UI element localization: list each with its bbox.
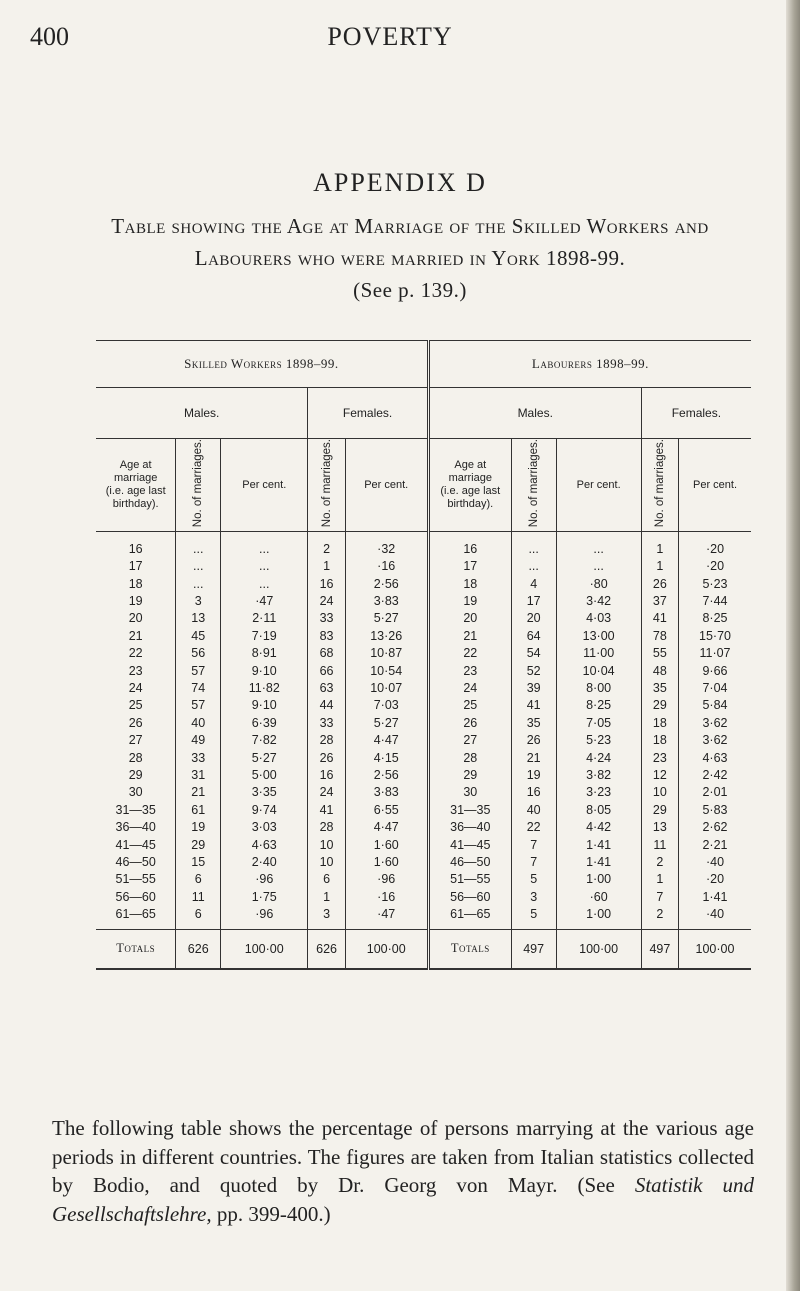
cell: 3 <box>511 888 556 905</box>
cell: ·80 <box>556 575 641 592</box>
cell: 16 <box>308 575 345 592</box>
cell: 56 <box>176 645 221 662</box>
cell: 497 <box>641 929 678 969</box>
cell: 29 <box>641 801 678 818</box>
cell: 35 <box>511 714 556 731</box>
age-cell: 23 <box>128 663 143 678</box>
cell: 9·10 <box>221 662 308 679</box>
cell: 6 <box>176 871 221 888</box>
table-row <box>96 905 751 929</box>
table-row <box>96 558 751 575</box>
cell: 4·47 <box>345 818 428 835</box>
cell: 7 <box>641 888 678 905</box>
cell: 64 <box>511 627 556 644</box>
cell: 1·00 <box>556 905 641 929</box>
cell: 100·00 <box>556 929 641 969</box>
table-row <box>96 836 751 853</box>
age-cell: 28 <box>428 749 511 766</box>
cell: 57 <box>176 697 221 714</box>
col-per-cent: Per cent. <box>556 439 641 532</box>
cell: 10·87 <box>345 645 428 662</box>
appendix-title: APPENDIX D <box>313 168 487 197</box>
cell: 4 <box>511 575 556 592</box>
cell: ... <box>176 532 221 558</box>
age-cell: 30 <box>128 785 143 800</box>
age-cell: 18 <box>128 576 143 591</box>
cell: 3·82 <box>556 766 641 783</box>
age-cell: 51—55 <box>428 871 511 888</box>
cell: 39 <box>511 679 556 696</box>
table-row <box>96 679 751 696</box>
age-cell: 30 <box>428 784 511 801</box>
cell: 4·42 <box>556 818 641 835</box>
cell: 626 <box>176 929 221 969</box>
cell: 11 <box>641 836 678 853</box>
cell: 24 <box>308 592 345 609</box>
totals-label: Totals <box>428 929 511 969</box>
col-age-at-marriage: Age at marriage (i.e. age last birthday). <box>428 439 511 532</box>
cell: 9·66 <box>679 662 752 679</box>
age-cell: 19 <box>428 592 511 609</box>
cell: 1·75 <box>221 888 308 905</box>
cell: 2·40 <box>221 853 308 870</box>
col-no-of-marriages: No. of marriages. <box>641 439 678 532</box>
col-per-cent: Per cent. <box>345 439 428 532</box>
age-cell: 18 <box>428 575 511 592</box>
cell: 49 <box>176 732 221 749</box>
table-row <box>96 853 751 870</box>
page-header <box>30 22 750 62</box>
table-row <box>96 871 751 888</box>
cell: ·32 <box>345 532 428 558</box>
cell: ... <box>556 558 641 575</box>
page-number: 400 <box>30 22 69 51</box>
labourers-males-header: Males. <box>428 388 641 439</box>
cell: 19 <box>511 766 556 783</box>
age-cell: 17 <box>428 558 511 575</box>
cell: 9·74 <box>221 801 308 818</box>
cell: 3·62 <box>679 732 752 749</box>
cell: 13 <box>176 610 221 627</box>
cell: ... <box>511 532 556 558</box>
age-cell: 25 <box>128 698 143 713</box>
age-cell: 26 <box>428 714 511 731</box>
cell: 7·05 <box>556 714 641 731</box>
cell: 74 <box>176 679 221 696</box>
cell: 7 <box>511 853 556 870</box>
table-row <box>96 627 751 644</box>
age-cell: 36—40 <box>115 820 156 835</box>
cell: ... <box>221 558 308 575</box>
cell: 3·42 <box>556 592 641 609</box>
cell: 8·25 <box>679 610 752 627</box>
cell: 11·82 <box>221 679 308 696</box>
cell: 4·47 <box>345 732 428 749</box>
cell: 1·41 <box>556 836 641 853</box>
cell: 7·03 <box>345 697 428 714</box>
cell: 1·41 <box>556 853 641 870</box>
cell: 10 <box>308 853 345 870</box>
cell: 2 <box>641 853 678 870</box>
cell: ... <box>221 532 308 558</box>
age-cell: 20 <box>128 611 143 626</box>
cell: 10 <box>641 784 678 801</box>
cell: 2 <box>641 905 678 929</box>
cell: 3·83 <box>345 784 428 801</box>
cell: ·60 <box>556 888 641 905</box>
age-cell: 36—40 <box>428 818 511 835</box>
cell: 6·55 <box>345 801 428 818</box>
age-cell: 16 <box>128 541 143 556</box>
cell: 55 <box>641 645 678 662</box>
cell: 12 <box>641 766 678 783</box>
cell: 3·62 <box>679 714 752 731</box>
cell: 52 <box>511 662 556 679</box>
cell: ·20 <box>679 558 752 575</box>
cell: 5 <box>511 871 556 888</box>
table-row <box>96 697 751 714</box>
age-cell: 27 <box>128 733 143 748</box>
age-cell: 22 <box>428 645 511 662</box>
cell: ... <box>221 575 308 592</box>
age-cell: 51—55 <box>115 872 156 887</box>
age-cell: 25 <box>428 697 511 714</box>
cell: 8·00 <box>556 679 641 696</box>
age-cell: 31—35 <box>115 802 156 817</box>
cell: 13·26 <box>345 627 428 644</box>
paragraph-text: The following table shows the percentage of persons marrying at the various age periods in different countries. The figures are taken from Italian statistics collected by Bodio, and quoted by Dr. Georg von Mayr. (See <box>52 1116 754 1197</box>
cell: 5·27 <box>221 749 308 766</box>
cell: 5·27 <box>345 714 428 731</box>
cell: 61 <box>176 801 221 818</box>
cell: 4·63 <box>221 836 308 853</box>
caption-main: Table showing the Age at Marriage of the Skilled Workers and Labourers who were married in York 1898-99. <box>111 214 709 270</box>
col-age-at-marriage: Age at marriage (i.e. age last birthday). <box>96 439 176 532</box>
group-skilled-workers: Skilled Workers 1898–99. <box>96 341 428 388</box>
cell: 5·83 <box>679 801 752 818</box>
cell: 26 <box>511 732 556 749</box>
cell: 66 <box>308 662 345 679</box>
cell: 626 <box>308 929 345 969</box>
cell: 44 <box>308 697 345 714</box>
cell: 100·00 <box>221 929 308 969</box>
cell: 22 <box>511 818 556 835</box>
cell: 28 <box>308 732 345 749</box>
body-paragraph <box>52 1114 754 1228</box>
cell: 35 <box>641 679 678 696</box>
cell: 10·04 <box>556 662 641 679</box>
cell: 33 <box>308 714 345 731</box>
cell: 8·05 <box>556 801 641 818</box>
age-cell: 46—50 <box>115 854 156 869</box>
cell: 15·70 <box>679 627 752 644</box>
paragraph-pages: pp. 399-400.) <box>211 1201 331 1226</box>
cell: 21 <box>176 784 221 801</box>
table-row <box>96 714 751 731</box>
cell: 54 <box>511 645 556 662</box>
cell: ·40 <box>679 905 752 929</box>
cell: 11 <box>176 888 221 905</box>
table-row <box>96 766 751 783</box>
age-cell: 21 <box>128 628 143 643</box>
cell: 10·54 <box>345 662 428 679</box>
cell: 33 <box>176 749 221 766</box>
table-row <box>96 732 751 749</box>
table-row <box>96 749 751 766</box>
cell: 18 <box>641 732 678 749</box>
cell: ·96 <box>221 905 308 929</box>
cell: 2·56 <box>345 575 428 592</box>
cell: 8·25 <box>556 697 641 714</box>
cell: 6 <box>176 905 221 929</box>
cell: ·16 <box>345 558 428 575</box>
cell: 1 <box>308 558 345 575</box>
cell: 63 <box>308 679 345 696</box>
cell: 100·00 <box>679 929 752 969</box>
age-cell: 31—35 <box>428 801 511 818</box>
age-cell: 41—45 <box>428 836 511 853</box>
cell: ·40 <box>679 853 752 870</box>
age-cell: 29 <box>128 767 143 782</box>
age-cell: 28 <box>128 750 143 765</box>
cell: ·96 <box>345 871 428 888</box>
cell: 26 <box>641 575 678 592</box>
cell: 23 <box>641 749 678 766</box>
table-row <box>96 888 751 905</box>
table-row <box>96 801 751 818</box>
col-per-cent: Per cent. <box>221 439 308 532</box>
cell: 3 <box>308 905 345 929</box>
cell: 24 <box>308 784 345 801</box>
cell: 497 <box>511 929 556 969</box>
age-cell: 24 <box>128 681 143 696</box>
cell: 7·19 <box>221 627 308 644</box>
col-no-of-marriages: No. of marriages. <box>308 439 345 532</box>
caption-see-reference: (See p. 139.) <box>353 278 467 302</box>
age-cell: 17 <box>128 559 143 574</box>
cell: ·47 <box>221 592 308 609</box>
age-cell: 21 <box>428 627 511 644</box>
cell: ... <box>176 575 221 592</box>
age-cell: 20 <box>428 610 511 627</box>
cell: 2·11 <box>221 610 308 627</box>
cell: ... <box>176 558 221 575</box>
table-row <box>96 532 751 558</box>
age-cell: 46—50 <box>428 853 511 870</box>
cell: ·20 <box>679 871 752 888</box>
cell: 41 <box>511 697 556 714</box>
cell: 5·23 <box>679 575 752 592</box>
table-row <box>96 592 751 609</box>
age-cell: 23 <box>428 662 511 679</box>
cell: 6·39 <box>221 714 308 731</box>
cell: 4·63 <box>679 749 752 766</box>
cell: 48 <box>641 662 678 679</box>
totals-row <box>96 929 751 969</box>
cell: 57 <box>176 662 221 679</box>
cell: 45 <box>176 627 221 644</box>
cell: 2·01 <box>679 784 752 801</box>
cell: 2·21 <box>679 836 752 853</box>
cell: 5·23 <box>556 732 641 749</box>
cell: 13·00 <box>556 627 641 644</box>
age-cell: 56—60 <box>115 889 156 904</box>
cell: 1·60 <box>345 853 428 870</box>
cell: 18 <box>641 714 678 731</box>
cell: 4·24 <box>556 749 641 766</box>
cell: 9·10 <box>221 697 308 714</box>
cell: 28 <box>308 818 345 835</box>
book-title: Statistik und Gesellschaftslehre, <box>52 1173 754 1226</box>
cell: 15 <box>176 853 221 870</box>
col-no-of-marriages: No. of marriages. <box>511 439 556 532</box>
cell: 2·56 <box>345 766 428 783</box>
age-cell: 27 <box>428 732 511 749</box>
cell: ·96 <box>221 871 308 888</box>
table-row <box>96 662 751 679</box>
cell: ·16 <box>345 888 428 905</box>
cell: 1·41 <box>679 888 752 905</box>
table-row <box>96 610 751 627</box>
cell: 100·00 <box>345 929 428 969</box>
running-title: POVERTY <box>327 22 453 51</box>
cell: 11·07 <box>679 645 752 662</box>
table-body <box>96 532 751 930</box>
age-cell: 16 <box>428 532 511 558</box>
cell: 6 <box>308 871 345 888</box>
skilled-females-header: Females. <box>308 388 428 439</box>
col-no-of-marriages: No. of marriages. <box>176 439 221 532</box>
cell: 1·60 <box>345 836 428 853</box>
cell: 3 <box>176 592 221 609</box>
table-caption <box>60 210 760 306</box>
cell: 37 <box>641 592 678 609</box>
age-cell: 19 <box>128 594 143 609</box>
cell: 1 <box>308 888 345 905</box>
age-cell: 41—45 <box>115 837 156 852</box>
age-cell: 22 <box>128 646 143 661</box>
cell: 78 <box>641 627 678 644</box>
cell: 4·03 <box>556 610 641 627</box>
cell: 2·62 <box>679 818 752 835</box>
cell: 2·42 <box>679 766 752 783</box>
age-cell: 26 <box>128 715 143 730</box>
cell: 40 <box>176 714 221 731</box>
cell: 3·83 <box>345 592 428 609</box>
cell: 3·35 <box>221 784 308 801</box>
cell: 1 <box>641 558 678 575</box>
cell: 41 <box>641 610 678 627</box>
labourers-females-header: Females. <box>641 388 751 439</box>
cell: 41 <box>308 801 345 818</box>
cell: 13 <box>641 818 678 835</box>
cell: 1 <box>641 871 678 888</box>
cell: 17 <box>511 592 556 609</box>
cell: 16 <box>511 784 556 801</box>
cell: 5·27 <box>345 610 428 627</box>
col-per-cent: Per cent. <box>679 439 752 532</box>
cell: 2 <box>308 532 345 558</box>
cell: 31 <box>176 766 221 783</box>
cell: ·20 <box>679 532 752 558</box>
table-row <box>96 645 751 662</box>
cell: 20 <box>511 610 556 627</box>
cell: 7 <box>511 836 556 853</box>
table-row <box>96 575 751 592</box>
cell: 4·15 <box>345 749 428 766</box>
cell: 10 <box>308 836 345 853</box>
age-cell: 61—65 <box>115 907 156 922</box>
cell: 7·82 <box>221 732 308 749</box>
cell: 7·44 <box>679 592 752 609</box>
cell: 29 <box>641 697 678 714</box>
cell: 16 <box>308 766 345 783</box>
cell: 3·23 <box>556 784 641 801</box>
cell: 29 <box>176 836 221 853</box>
age-cell: 24 <box>428 679 511 696</box>
group-labourers: Labourers 1898–99. <box>428 341 751 388</box>
table-row <box>96 818 751 835</box>
cell: 1 <box>641 532 678 558</box>
cell: ·47 <box>345 905 428 929</box>
cell: 7·04 <box>679 679 752 696</box>
cell: 3·03 <box>221 818 308 835</box>
cell: ... <box>556 532 641 558</box>
cell: 26 <box>308 749 345 766</box>
cell: 11·00 <box>556 645 641 662</box>
table-row <box>96 784 751 801</box>
cell: 83 <box>308 627 345 644</box>
cell: 5·84 <box>679 697 752 714</box>
age-at-marriage-table <box>96 340 751 970</box>
age-cell: 61—65 <box>428 905 511 929</box>
cell: 21 <box>511 749 556 766</box>
cell: ... <box>511 558 556 575</box>
cell: 40 <box>511 801 556 818</box>
totals-label: Totals <box>96 929 176 969</box>
cell: 33 <box>308 610 345 627</box>
cell: 68 <box>308 645 345 662</box>
cell: 5 <box>511 905 556 929</box>
cell: 5·00 <box>221 766 308 783</box>
age-cell: 29 <box>428 766 511 783</box>
cell: 1·00 <box>556 871 641 888</box>
cell: 8·91 <box>221 645 308 662</box>
skilled-males-header: Males. <box>96 388 308 439</box>
cell: 19 <box>176 818 221 835</box>
cell: 10·07 <box>345 679 428 696</box>
age-cell: 56—60 <box>428 888 511 905</box>
